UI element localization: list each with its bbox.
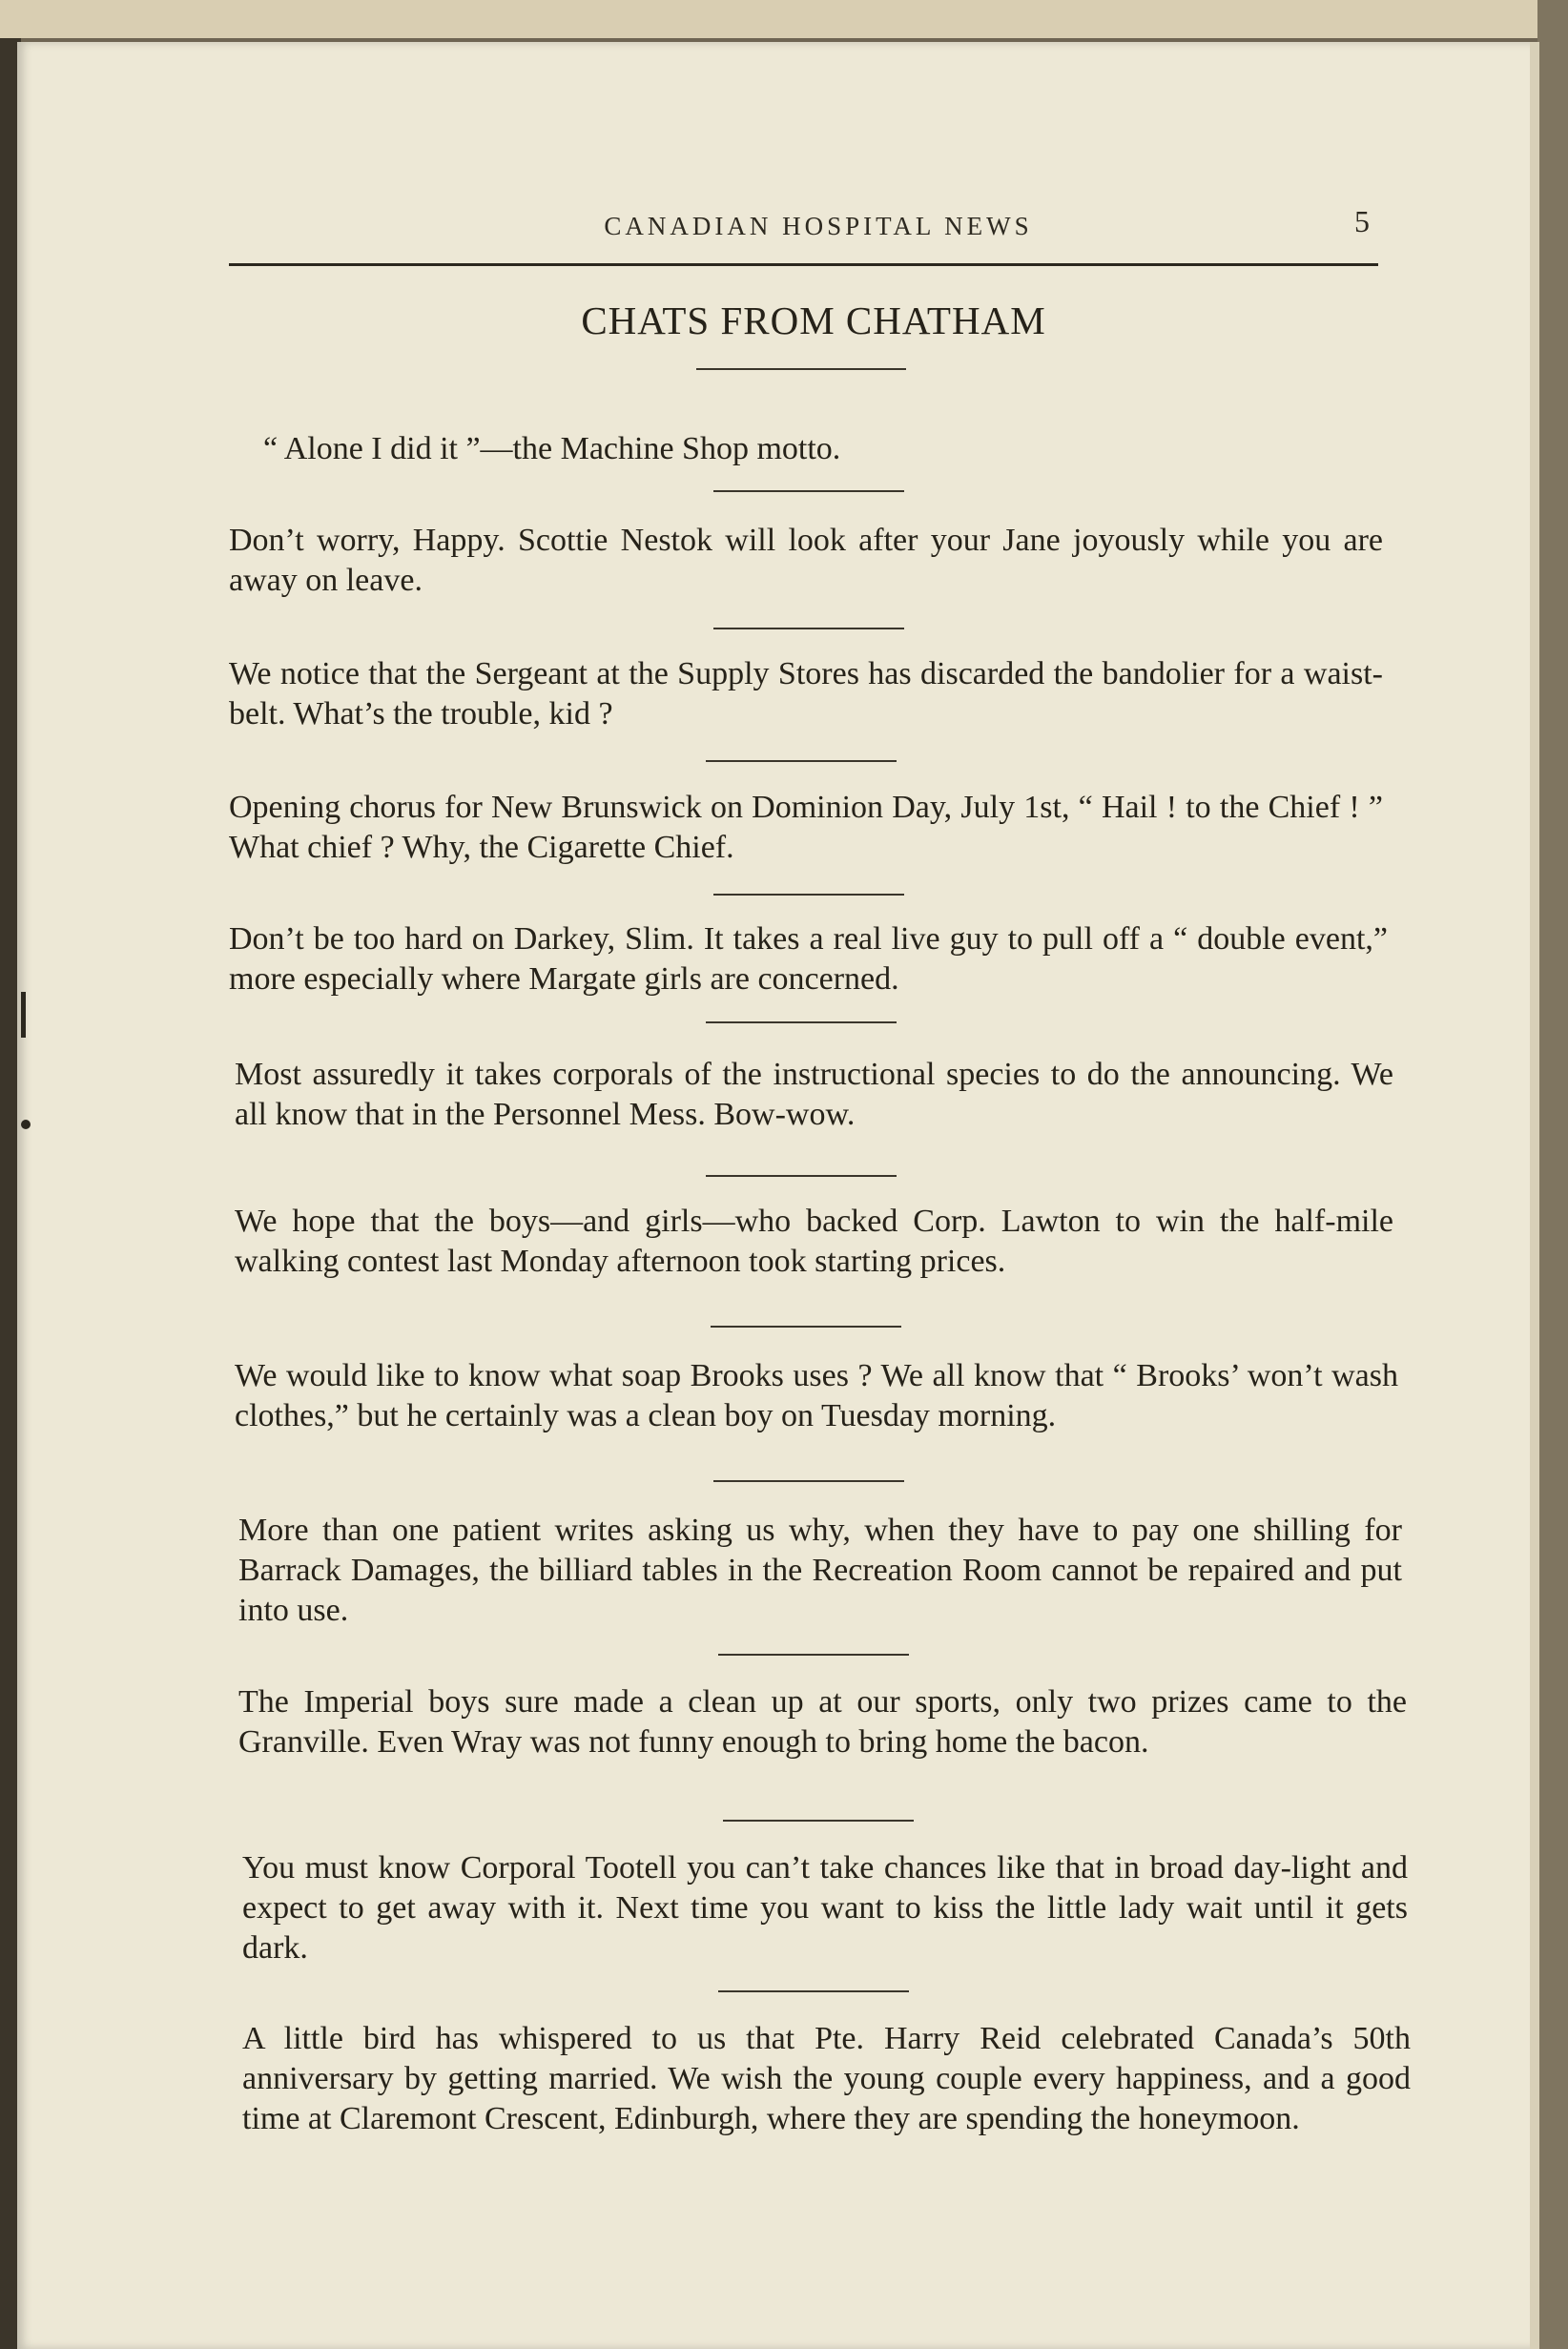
article-motto: “ Alone I did it ”—the Machine Shop motto. <box>263 431 841 466</box>
section-divider <box>718 1654 909 1656</box>
title-divider <box>696 368 906 370</box>
paragraph: You must know Corporal Tootell you can’t take chances like that in broad day-light and expect to get away with it. Next time you want to kiss the little lady wait until it gets dark. <box>242 1850 1408 1966</box>
paragraph: We would like to know what soap Brooks uses ? We all know that “ Brooks’ won’t wash clothes,” but he certainly was a clean boy on Tuesday morning. <box>235 1358 1398 1433</box>
header-rule <box>229 263 1378 266</box>
paragraph: Most assuredly it takes corporals of the instructional species to do the announcing. We all know that in the Personnel Mess. Bow-wow. <box>235 1057 1393 1132</box>
paragraph: Don’t worry, Happy. Scottie Nestok will look after your Jane joyously while you are away on leave. <box>229 523 1383 598</box>
paragraph: Opening chorus for New Brunswick on Dominion Day, July 1st, “ Hail ! to the Chief ! ” What chief ? Why, the Cigarette Chief. <box>229 790 1383 865</box>
section-divider <box>713 1480 904 1482</box>
book-edge <box>1537 0 1568 2349</box>
section-divider <box>711 1326 901 1328</box>
paragraph: More than one patient writes asking us why, when they have to pay one shilling for Barrack Damages, the billiard tables in the Recreation Room cannot be repaired and put into use. <box>238 1513 1402 1628</box>
page-number: 5 <box>1354 204 1370 238</box>
section-divider <box>706 760 897 762</box>
section-divider <box>713 490 904 492</box>
section-divider <box>706 1175 897 1177</box>
section-divider <box>718 1990 909 1992</box>
paragraph: Don’t be too hard on Darkey, Slim. It takes a real live guy to pull off a “ double event,” more especially where Margate girls are concerned. <box>229 921 1388 997</box>
publication-header: CANADIAN HOSPITAL NEWS <box>604 212 1033 240</box>
paragraph: The Imperial boys sure made a clean up at our sports, only two prizes came to the Granville. Even Wray was not funny enough to bring home the bacon. <box>238 1684 1407 1760</box>
section-divider <box>706 1021 897 1023</box>
paragraph: A little bird has whispered to us that Pte. Harry Reid celebrated Canada’s 50th anniversary by getting married. We wish the young couple every happiness, and a good time at Claremont Crescent, Edinburgh, where they are spending the honeymoon. <box>242 2021 1411 2136</box>
document-page <box>17 42 1539 2349</box>
page-edge <box>1530 42 1539 2349</box>
paragraph: We notice that the Sergeant at the Supply Stores has discarded the bandolier for a waist-belt. What’s the trouble, kid ? <box>229 656 1383 731</box>
margin-mark <box>21 992 26 1038</box>
section-divider <box>713 894 904 896</box>
page-beneath <box>0 0 1568 38</box>
section-divider <box>713 628 904 629</box>
article-title: CHATS FROM CHATHAM <box>581 299 1046 342</box>
paragraph: We hope that the boys—and girls—who backed Corp. Lawton to win the half-mile walking contest last Monday afternoon took starting prices. <box>235 1204 1393 1279</box>
section-divider <box>723 1820 914 1822</box>
margin-dot <box>21 1120 31 1129</box>
